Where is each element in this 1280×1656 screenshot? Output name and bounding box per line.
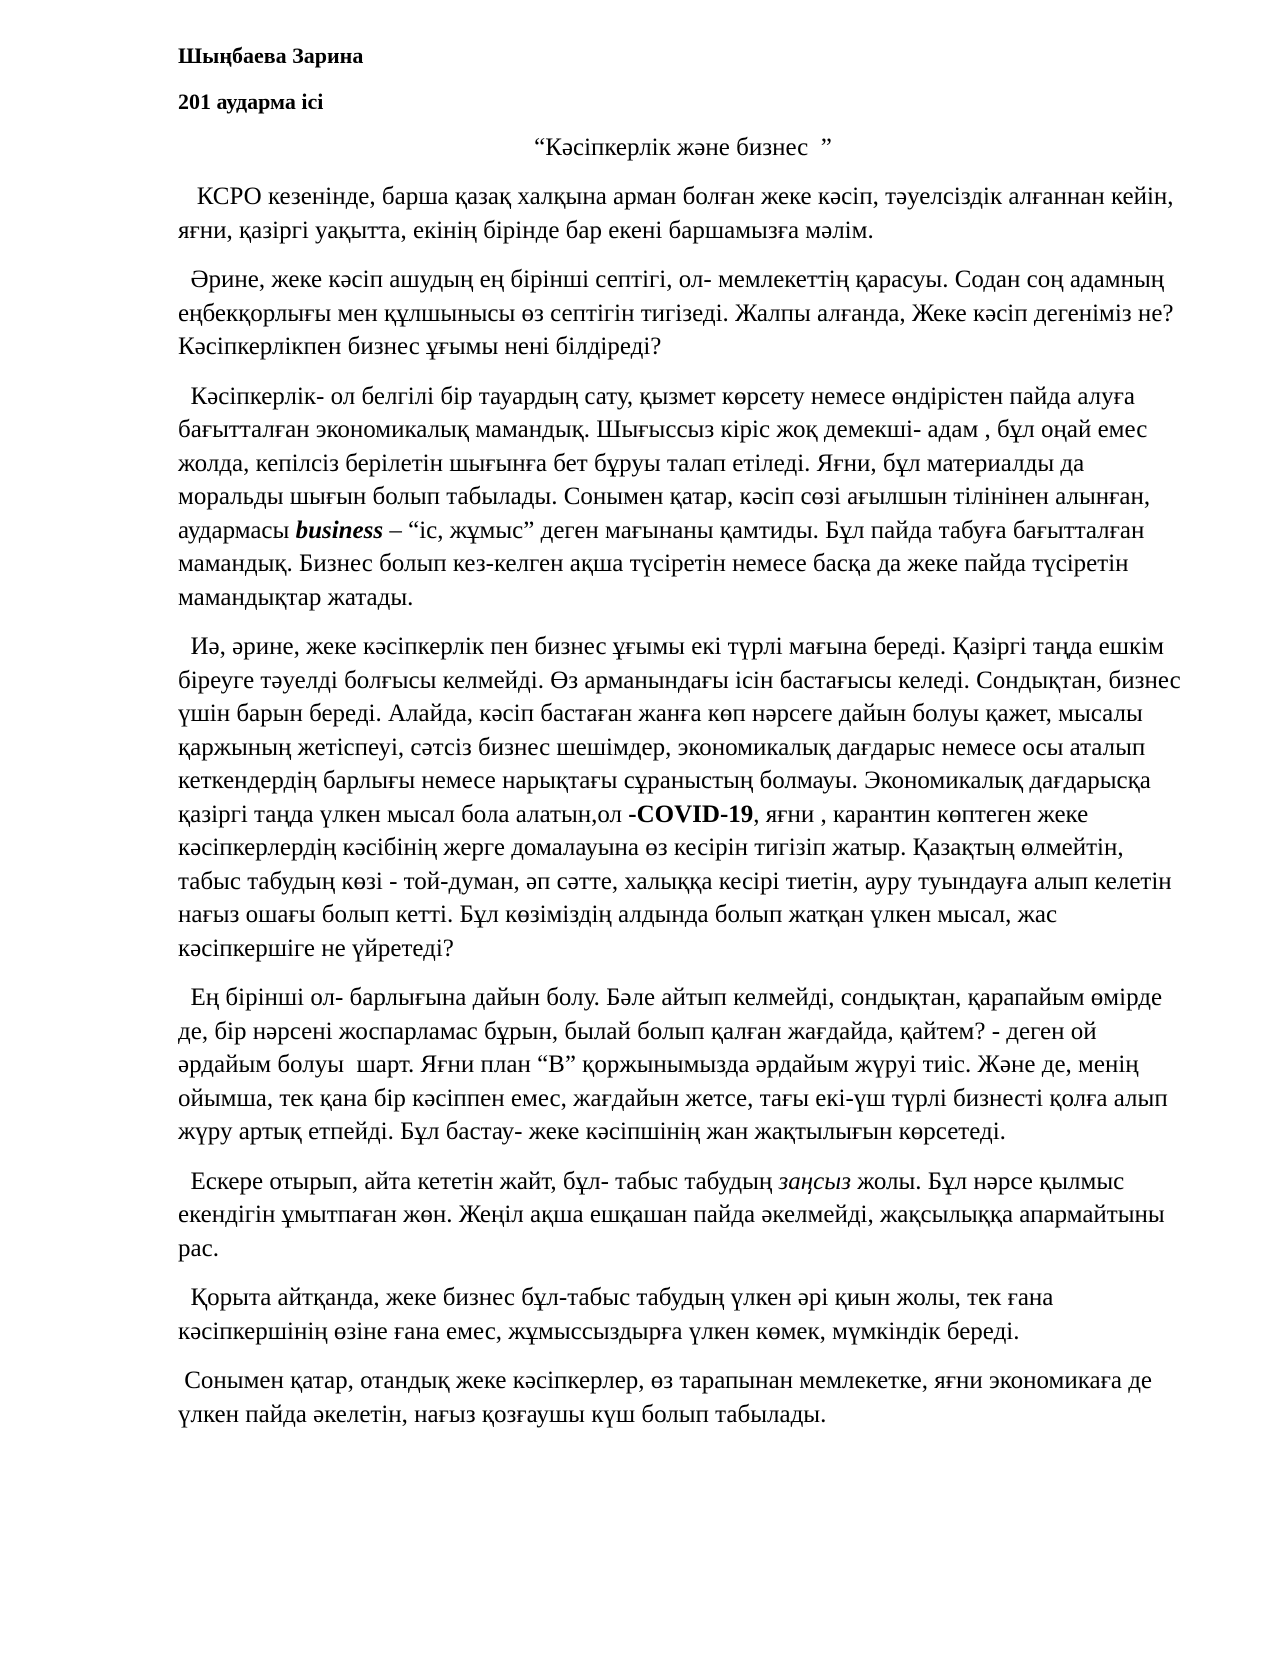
paragraph <box>178 380 1188 615</box>
paragraph-text: Ескере отырып, айта кететін жайт, бұл- табыс табудың <box>178 1167 779 1195</box>
paragraph-text: Қорыта айтқанда, жеке бизнес бұл-табыс табудың үлкен әрі қиын жолы, тек ғана кәсіпкершінің өзіне ғана емес, жұмыссыздырға үлкен көмек, мүмкіндік береді. <box>178 1284 1060 1345</box>
paragraph-text: Кәсіпкерлік- ол белгілі бір тауардың сату, қызмет көрсету немесе өндірістен пайда алуға бағытталған экономикалық мамандық. Шығыссыз кіріс жоқ демекші- адам , бұл оңай емес жолда, кепілсіз берілетін шығынға бет бұруы талап етіледі. Яғни, бұл материалды да моральды шығын болып табылады. Сонымен қатар, кәсіп сөзі ағылшын тілінінен алынған, аудармасы <box>178 382 1157 544</box>
paragraph-text: Ең бірінші ол- барлығына дайын болу. Бәле айтып келмейді, сондықтан, қарапайым өмірде де, бір нәрсені жоспарламас бұрын, былай болып қалған жағдайда, қайтем? - деген ой әрдайым болуы шарт. Яғни план “В” қоржынымызда әрдайым жүруі тиіс. Және де, менің ойымша, тек қана бір кәсіппен емес, жағдайын жетсе, тағы екі-үш түрлі бизнесті қолға алып жүру артық етпейді. Бұл бастау- жеке кәсіпшінің жан жақтылығын көрсетеді. <box>178 984 1174 1145</box>
group-label: 201 аударма ісі <box>178 89 324 114</box>
paragraph-text: жолы. Бұл нәрсе қылмыс екендігін ұмытпаған жөн. Жеңіл ақша ешқашан пайда әкелмейді, жақсылыққа апармайтыны рас. <box>178 1167 1171 1262</box>
emphasized-text: business <box>295 516 384 544</box>
paragraph-text: , яғни , карантин көптеген жеке кәсіпкерлердің кәсібінің жерге домалауына өз кесірін тигізіп жатыр. Қазақтың өлмейтін, табыс табудың көзі - той-думан, әп сәтте, халыққа кесірі тиетін, ауру туындауға алып келетін нағыз ошағы болып кетті. Бұл көзіміздің алдында болып жатқан үлкен мысал, жас кәсіпкершіге не үйретеді? <box>178 800 1178 962</box>
paragraph-text: Әрине, жеке кәсіп ашудың ең бірінші септігі, ол- мемлекеттің қарасуы. Содан соң адамның еңбекқорлығы мен құлшынысы өз септігін тигізеді. Жалпы алғанда, Жеке кәсіп дегеніміз не? Кәсіпкерлікпен бизнес ұғымы нені білдіреді? <box>178 266 1180 360</box>
document-body <box>178 180 1188 1431</box>
paragraph <box>178 981 1188 1149</box>
paragraph <box>178 1281 1188 1348</box>
paragraph-text: Сонымен қатар, отандық жеке кәсіпкерлер, өз тарапынан мемлекетке, яғни экономикаға де үлкен пайда әкелетін, нағыз қозғаушы күш болып табылады. <box>178 1367 1159 1428</box>
paragraph <box>178 1165 1188 1266</box>
paragraph-text: – “іс, жұмыс” деген мағынаны қамтиды. Бұл пайда табуға бағытталған мамандық. Бизнес болып кез-келген ақша түсіретін немесе басқа да жеке пайда түсіретін мамандықтар жатады. <box>178 516 1151 611</box>
author-name: Шыңбаева Зарина <box>178 43 364 68</box>
paragraph <box>178 630 1188 965</box>
emphasized-text: заңсыз <box>778 1167 851 1195</box>
paragraph-text: Иә, әрине, жеке кәсіпкерлік пен бизнес ұғымы екі түрлі мағына береді. Қазіргі таңда ешкім біреуге тәуелді болғысы келмейді. Өз арманындағы ісін бастағысы келеді. Сондықтан, бизнес үшін барын береді. Алайда, кәсіп бастаған жанға көп нәрсеге дайын болуы қажет, мысалы қаржының жетіспеуі, сәтсіз бизнес шешімдер, экономикалық дағдарыс немесе осы аталып кеткендердің барлығы немесе нарықтағы сұраныстың болмауы. Экономикалық дағдарысқа қазіргі таңда үлкен мысал бола алатын,ол <box>178 633 1187 828</box>
paragraph <box>178 1364 1188 1431</box>
emphasized-text: -COVID-19 <box>628 800 754 828</box>
paragraph-text: КСРО кезенінде, барша қазақ халқына арман болған жеке кәсіп, тәуелсіздік алғаннан кейін, яғни, қазіргі уақытта, екінің бірінде бар екені баршамызға мәлім. <box>178 183 1180 244</box>
document-page <box>178 42 1188 1447</box>
document-title: “Кәсіпкерлік және бизнес ” <box>534 134 832 161</box>
paragraph <box>178 263 1188 364</box>
paragraph <box>178 180 1188 247</box>
